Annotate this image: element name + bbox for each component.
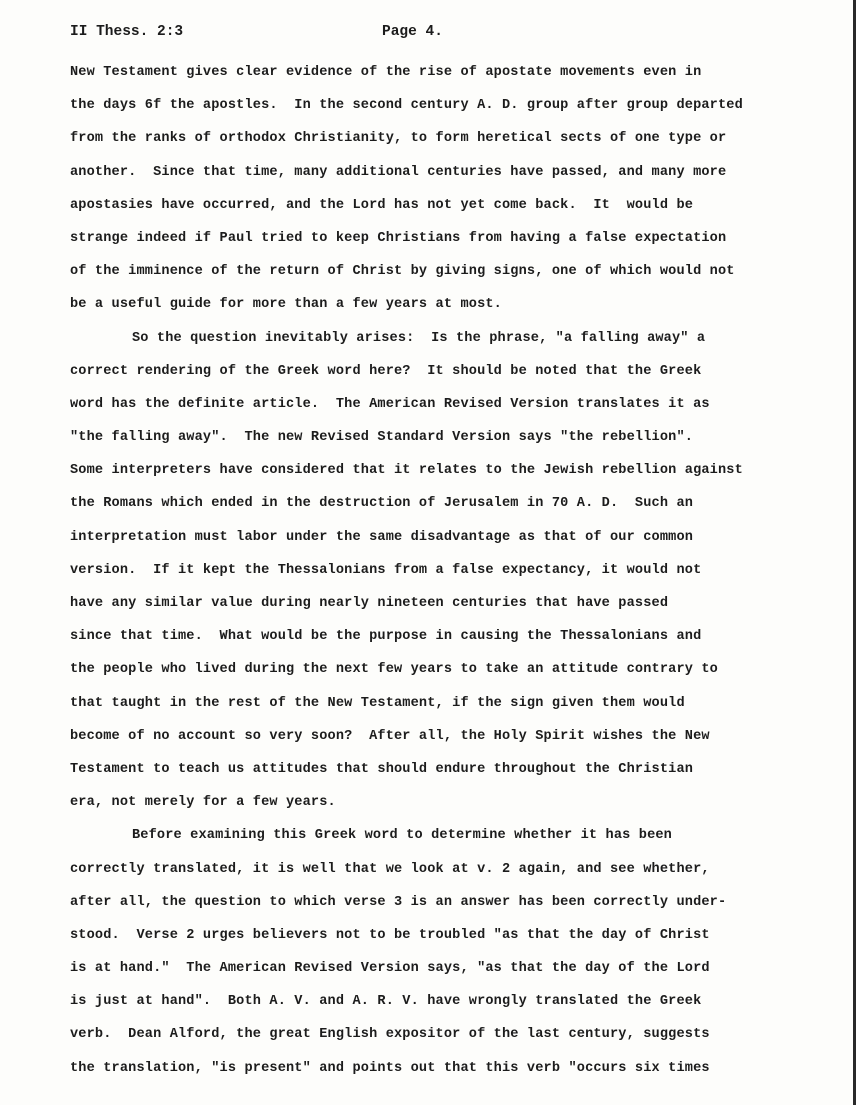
- page-header: [70, 24, 790, 48]
- text-line: word has the definite article. The American Revised Version translates it as: [70, 396, 710, 412]
- text-line: is at hand." The American Revised Version says, "as that the day of the Lord: [70, 961, 710, 977]
- text-line: correct rendering of the Greek word here? It should be noted that the Greek: [70, 363, 702, 379]
- text-line: "the falling away". The new Revised Standard Version says "the rebellion".: [70, 430, 694, 446]
- text-line: since that time. What would be the purpose in causing the Thessalonians and: [70, 629, 702, 645]
- text-line: stood. Verse 2 urges believers not to be troubled "as that the day of Christ: [70, 927, 710, 943]
- text-line: after all, the question to which verse 3 is an answer has been correctly under-: [70, 894, 727, 910]
- text-line: of the imminence of the return of Christ by giving signs, one of which would not: [70, 264, 735, 280]
- text-line: that taught in the rest of the New Testament, if the sign given them would: [70, 695, 685, 711]
- text-line: Testament to teach us attitudes that should endure throughout the Christian: [70, 761, 694, 777]
- text-line: the people who lived during the next few years to take an attitude contrary to: [70, 662, 718, 678]
- text-line: apostasies have occurred, and the Lord has not yet come back. It would be: [70, 197, 694, 213]
- text-line: New Testament gives clear evidence of the rise of apostate movements even in: [70, 65, 702, 80]
- text-line: strange indeed if Paul tried to keep Christians from having a false expectation: [70, 230, 727, 246]
- paragraph-start-line: Before examining this Greek word to determine whether it has been: [132, 828, 672, 844]
- text-line: verb. Dean Alford, the great English expositor of the last century, suggests: [70, 1027, 710, 1043]
- text-line: correctly translated, it is well that we look at v. 2 again, and see whether,: [70, 861, 710, 877]
- text-line: the Romans which ended in the destruction of Jerusalem in 70 A. D. Such an: [70, 496, 694, 512]
- text-line: interpretation must labor under the same disadvantage as that of our common: [70, 529, 694, 545]
- text-line: the days 6f the apostles. In the second century A. D. group after group departed: [70, 98, 743, 114]
- text-line: version. If it kept the Thessalonians from a false expectancy, it would not: [70, 562, 702, 578]
- text-line: be a useful guide for more than a few years at most.: [70, 297, 502, 313]
- scripture-reference: II Thess. 2:3: [70, 24, 184, 40]
- text-line: Some interpreters have considered that it relates to the Jewish rebellion against: [70, 463, 743, 479]
- text-line: from the ranks of orthodox Christianity, to form heretical sects of one type or: [70, 131, 727, 147]
- text-line: is just at hand". Both A. V. and A. R. V. have wrongly translated the Greek: [70, 994, 702, 1010]
- body-text: [70, 56, 790, 1085]
- text-line: era, not merely for a few years.: [70, 795, 336, 811]
- text-line: the translation, "is present" and points out that this verb "occurs six times: [70, 1060, 710, 1076]
- text-line: another. Since that time, many additional centuries have passed, and many more: [70, 164, 727, 180]
- page-number: Page 4.: [382, 24, 443, 40]
- paragraph-start-line: So the question inevitably arises: Is the phrase, "a falling away" a: [132, 330, 706, 346]
- text-line: become of no account so very soon? After all, the Holy Spirit wishes the New: [70, 728, 710, 744]
- text-line: have any similar value during nearly nineteen centuries that have passed: [70, 596, 669, 611]
